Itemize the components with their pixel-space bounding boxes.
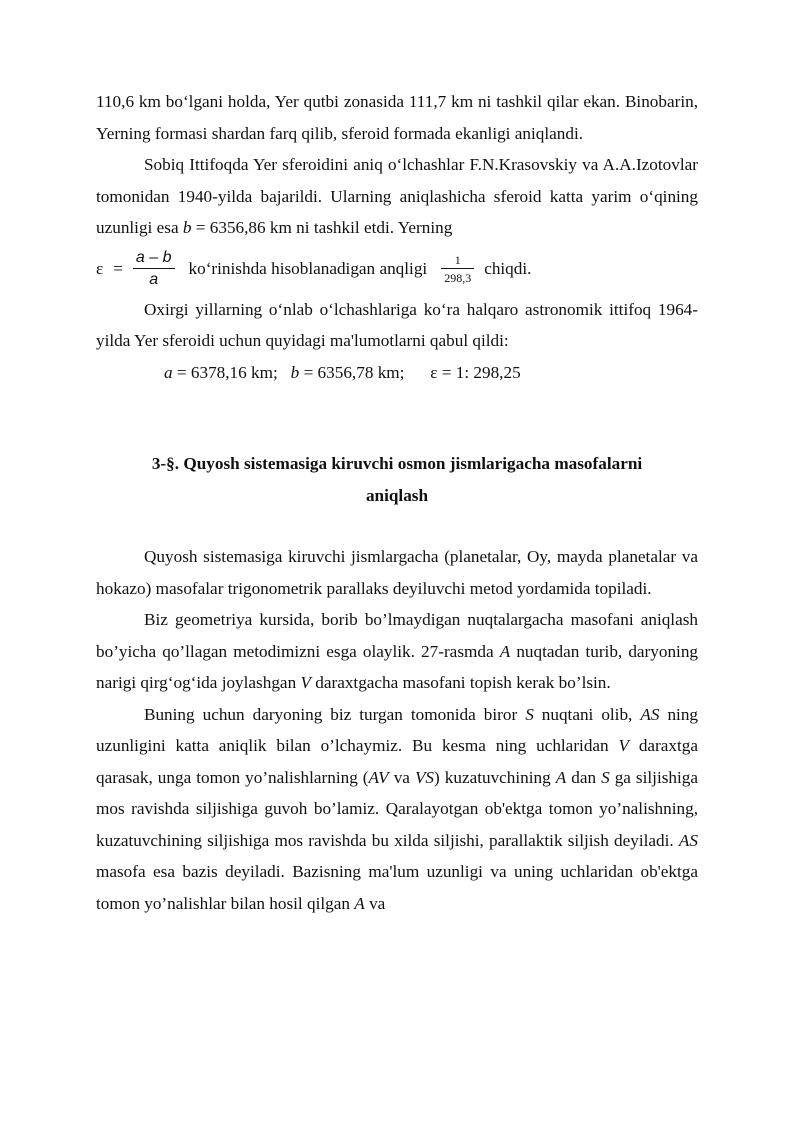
text: ) kuzatuvchining	[434, 767, 556, 787]
text: va	[388, 767, 415, 787]
heading-line: aniqlash	[365, 485, 429, 505]
segment-AS: AS	[640, 704, 660, 724]
text: nuqtadan turib, daryoning narigi qirg‘og‘ida joylashgan	[96, 641, 699, 692]
paragraph-intro	[96, 86, 698, 149]
value-b: = 6356,78 km;	[299, 362, 431, 382]
fraction-a-minus-b-over-a	[133, 250, 175, 288]
fraction-denominator: a	[149, 270, 159, 288]
text: Oxirgi yillarning o‘nlab o‘lchashlariga ko‘ra halqaro astronomik ittifoq 1964-yilda Yer sferoidi uchun quyidagi ma'lumotlarni qabul qildi:	[96, 299, 698, 350]
text: daraxtgacha masofani topish kerak bo’lsin.	[310, 673, 611, 692]
segment-AS: AS	[678, 830, 698, 850]
variable-b: b	[182, 218, 192, 237]
point-A: A	[354, 893, 365, 913]
paragraph-1964	[96, 294, 698, 357]
heading-line: 3-§. Quyosh sistemasiga kiruvchi osmon jismlarigacha masofalarni	[151, 454, 643, 473]
text: ning uzunligini katta aniqlik bilan o’lchaymiz. Bu kesma ning uchlaridan	[96, 704, 699, 755]
fraction-one-over	[441, 254, 474, 284]
paragraph-krasovskiy	[96, 149, 698, 244]
formula-tail: chiqdi.	[484, 258, 532, 278]
paragraph-geometry	[96, 604, 698, 699]
text: masofa esa bazis deyiladi. Bazisning ma'lum uzunligi va uning uchlaridan ob'ektga tomon yo’nalishlar bilan hosil qilgan	[96, 862, 698, 913]
flattening-formula	[96, 244, 698, 294]
text: daraxtga qarasak, unga tomon yo’nalishlarning (	[96, 736, 698, 787]
point-S: S	[601, 767, 610, 787]
sferoid-values	[96, 357, 698, 389]
text: Buning uchun daryoning biz turgan tomonida biror	[144, 704, 526, 724]
text: Quyosh sistemasiga kiruvchi jismlargacha (planetalar, Oy, mayda planetalar va hokazo) masofalar trigonometrik parallaks deyiluvchi metod yordamida topiladi.	[96, 547, 698, 598]
point-V: V	[300, 673, 311, 692]
document-page	[96, 86, 698, 919]
text: ga siljishiga mos ravishda siljishiga guvoh bo’lamiz. Qaralayotgan ob'ektga tomon yo’nalishning, kuzatuvchining siljishiga mos ravishda bu xilda siljishi, parallaktik siljish deyiladi.	[96, 767, 698, 850]
text: 110,6 km bo‘lgani holda, Yer qutbi zonasida 111,7 km ni tashkil qilar ekan. Binobarin, Yerning formasi shardan farq qilib, sferoid formada ekanligi aniqlandi.	[96, 92, 698, 143]
text: Sobiq Ittifoqda Yer sferoidini aniq o‘lchashlar F.N.Krasovskiy va A.A.Izotovlar tomonidan 1940-yilda bajarildi. Ularning aniqlashicha sferoid katta yarim o‘qining uzunligi esa	[96, 155, 698, 237]
value-a: = 6378,16 km;	[172, 362, 291, 382]
variable-b: b	[290, 362, 300, 382]
variable-a: a	[164, 362, 173, 382]
text: nuqtani olib,	[533, 704, 641, 724]
paragraph-parallax	[96, 541, 698, 604]
text: Biz geometriya kursida, borib bo’lmaydigan nuqtalargacha masofani aniqlash bo’yicha qo’llagan metodimizni esga olaylik. 27-rasmda	[96, 610, 698, 661]
text: va	[364, 893, 386, 913]
fraction-denominator: 298,3	[444, 270, 472, 285]
value-epsilon: ε = 1: 298,25	[430, 362, 521, 382]
section-heading	[96, 448, 698, 511]
text: dan	[566, 767, 602, 787]
paragraph-basis	[96, 699, 698, 920]
direction-VS: VS	[414, 767, 435, 787]
point-S: S	[525, 704, 534, 724]
text: = 6356,86 km ni tashkil etdi. Yerning	[191, 218, 453, 237]
equals-sign: =	[113, 258, 123, 278]
fraction-numerator: 1	[441, 254, 474, 269]
point-A: A	[499, 641, 511, 661]
fraction-numerator: a – b	[133, 250, 175, 269]
epsilon-symbol: ε	[96, 258, 104, 278]
formula-text: ko‘rinishda hisoblanadigan anqligi	[188, 258, 428, 278]
direction-AV: AV	[368, 767, 389, 787]
point-V: V	[618, 736, 629, 755]
point-A: A	[555, 767, 567, 787]
